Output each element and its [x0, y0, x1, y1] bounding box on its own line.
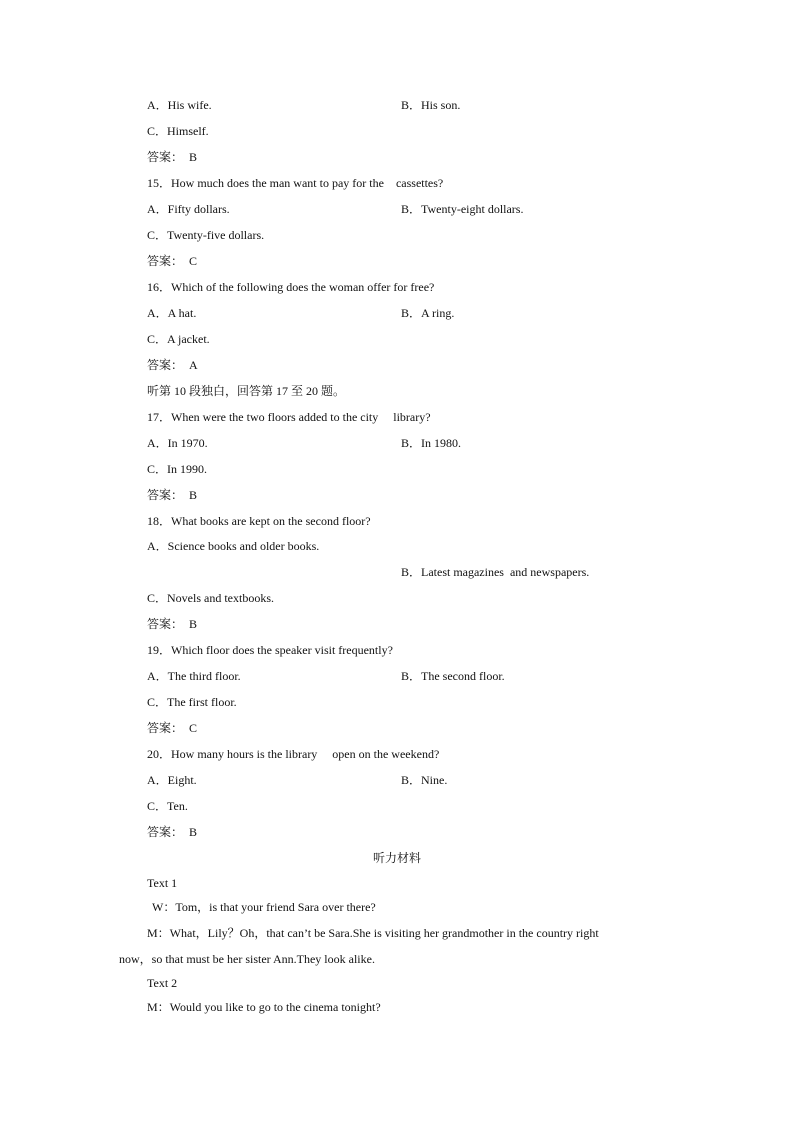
- q19-answer: 答案： C: [147, 721, 198, 735]
- q17-option-a: A．In 1970.: [147, 436, 208, 450]
- q14-option-a: A．His wife.: [147, 98, 212, 112]
- text-1-woman-line: W：Tom，is that your friend Sara over there?: [152, 900, 376, 914]
- q15-option-b: B．Twenty-eight dollars.: [401, 202, 524, 216]
- text-1-man-line-continued: now，so that must be her sister Ann.They look alike.: [119, 952, 375, 966]
- q19-option-c: C．The first floor.: [147, 695, 237, 709]
- text-1-label: Text 1: [147, 876, 178, 890]
- transcript-heading: 听力材料: [372, 851, 421, 865]
- q19-option-b: B．The second floor.: [401, 669, 505, 683]
- q20-option-b: B．Nine.: [401, 773, 448, 787]
- q16-option-b: B．A ring.: [401, 306, 455, 320]
- q18-option-b: B．Latest magazines and newspapers.: [401, 565, 590, 579]
- q15-option-c: C．Twenty-five dollars.: [147, 228, 265, 242]
- q20-answer: 答案： B: [147, 825, 198, 839]
- q17-option-c: C．In 1990.: [147, 462, 208, 476]
- q16-question: 16．Which of the following does the woman offer for free?: [147, 280, 435, 294]
- q19-option-a: A．The third floor.: [147, 669, 241, 683]
- q18-answer: 答案： B: [147, 617, 198, 631]
- section-10-instruction: 听第 10 段独白，回答第 17 至 20 题。: [147, 384, 346, 398]
- q14-option-c: C．Himself.: [147, 124, 209, 138]
- text-2-man-line: M：Would you like to go to the cinema tonight?: [147, 1000, 381, 1014]
- text-2-label: Text 2: [147, 976, 178, 990]
- q16-option-c: C．A jacket.: [147, 332, 210, 346]
- q15-option-a: A．Fifty dollars.: [147, 202, 230, 216]
- q20-option-a: A．Eight.: [147, 773, 197, 787]
- q16-option-a: A．A hat.: [147, 306, 197, 320]
- q17-question: 17．When were the two floors added to the city library?: [147, 410, 431, 424]
- q17-option-b: B．In 1980.: [401, 436, 462, 450]
- q15-answer: 答案： C: [147, 254, 198, 268]
- q14-answer: 答案： B: [147, 150, 198, 164]
- q20-option-c: C．Ten.: [147, 799, 188, 813]
- q17-answer: 答案： B: [147, 488, 198, 502]
- q14-option-b: B．His son.: [401, 98, 461, 112]
- q18-option-a: A．Science books and older books.: [147, 539, 320, 553]
- q18-question: 18．What books are kept on the second floor?: [147, 514, 371, 528]
- q20-question: 20．How many hours is the library open on the weekend?: [147, 747, 440, 761]
- q16-answer: 答案： A: [147, 358, 198, 372]
- text-1-man-line: M：What，Lily？Oh，that can’t be Sara.She is visiting her grandmother in the country right: [147, 926, 599, 940]
- q18-option-c: C．Novels and textbooks.: [147, 591, 274, 605]
- q19-question: 19．Which floor does the speaker visit frequently?: [147, 643, 393, 657]
- q15-question: 15．How much does the man want to pay for the cassettes?: [147, 176, 444, 190]
